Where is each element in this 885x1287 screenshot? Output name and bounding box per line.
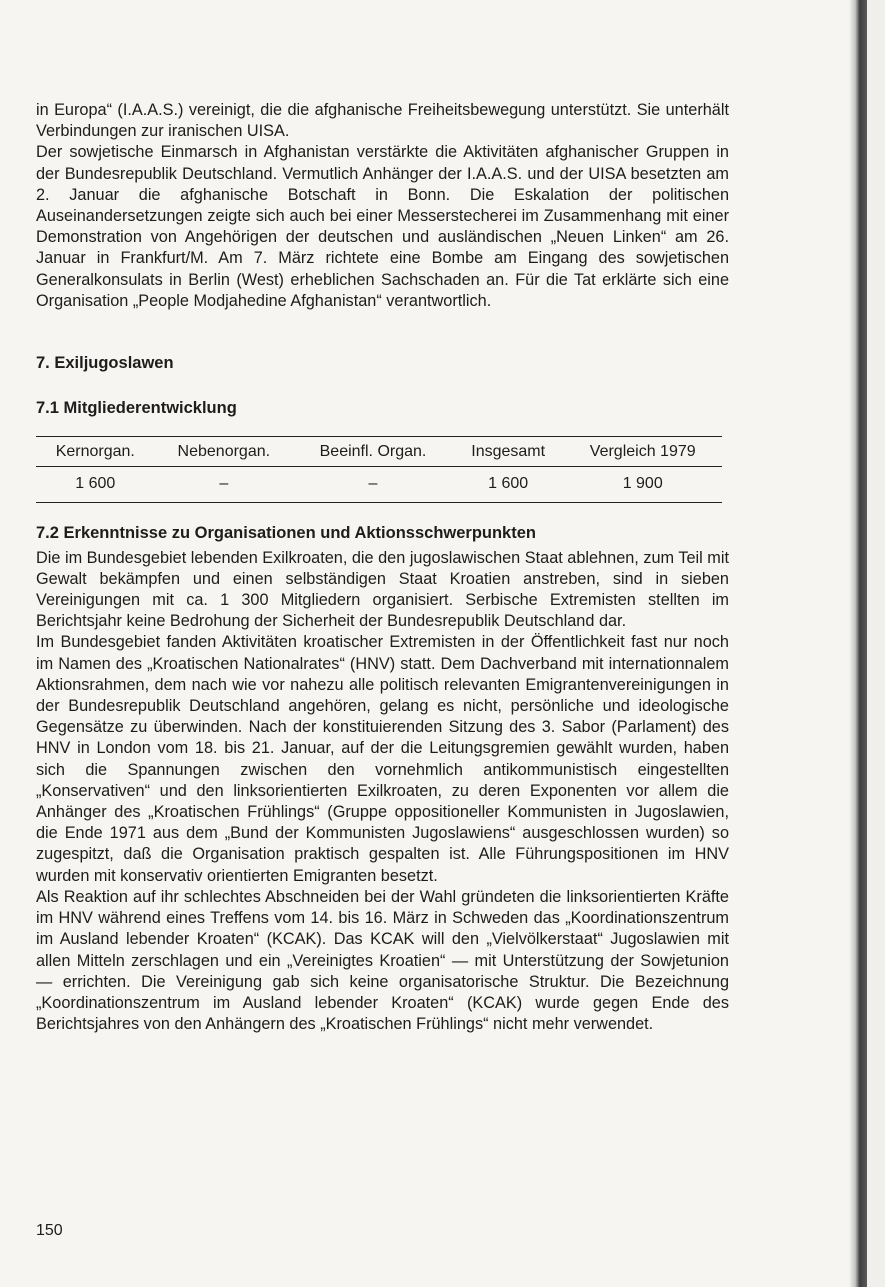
table-header-cell: Beeinfl. Organ. [293, 437, 453, 467]
section-heading-7-1: 7.1 Mitgliederentwicklung [36, 399, 237, 418]
table-cell: – [293, 467, 453, 503]
paragraph: in Europa“ (I.A.A.S.) vereinigt, die die afghanische Freiheitsbewegung unterstützt. Sie unterhält Verbindungen zur iranischen UISA. [36, 101, 729, 141]
membership-table [36, 436, 722, 503]
table-header-cell: Insgesamt [453, 437, 564, 467]
section-heading-7: 7. Exiljugoslawen [36, 354, 174, 373]
table-cell: 1 600 [36, 467, 155, 503]
section-heading-7-2: 7.2 Erkenntnisse zu Organisationen und Aktionsschwerpunkten [36, 524, 536, 543]
table-header-cell: Vergleich 1979 [563, 437, 722, 467]
paragraph: Im Bundesgebiet fanden Aktivitäten kroatischer Extremisten in der Öffentlichkeit fast nur noch im Namen des „Kroatischen Nationalrates“ (HNV) statt. Dem Dachverband mit internationnalem Aktionsrahmen, dem nach wie vor nahezu alle politisch relevanten Emigrantenvereinigungen in der Bundesrepublik Deutschland angehören, gelang es nicht, persönliche und ideologische Gegensätze zu überwinden. Nach der konstituierenden Sitzung des 3. Sabor (Parlament) des HNV in London vom 18. bis 21. Januar, auf der die Leitungsgremien gewählt wurden, haben sich die Spannungen zwischen den vornehmlich antikommunistisch eingestellten „Konservativen“ und den linksorientierten Exilkroaten, zu deren Exponenten vor allem die Anhänger des „Kroatischen Frühlings“ (Gruppe oppositioneller Kommunisten in Jugoslawien, die Ende 1971 aus dem „Bund der Kommunisten Jugoslawiens“ ausgeschlossen wurden) so zugespitzt, daß die Organisation praktisch gespalten ist. Alle Führungspositionen im HNV wurden mit konservativ orientierten Emigranten besetzt. [36, 633, 729, 885]
table-cell: 1 900 [563, 467, 722, 503]
paragraph: Als Reaktion auf ihr schlechtes Abschneiden bei der Wahl gründeten die linksorientierten Kräfte im HNV während eines Treffens vom 14. bis 16. März in Schweden das „Koordinationszentrum im Ausland lebender Kroaten“ (KCAK). Das KCAK will den „Vielvölkerstaat“ Jugoslawien mit allen Mitteln zerschlagen und ein „Vereinigtes Kroatien“ — mit Unterstützung der Sowjetunion — errichten. Die Vereinigung gab sich keine organisatorische Struktur. Die Bezeichnung „Koordinationszentrum im Ausland lebender Kroaten“ (KCAK) wurde gegen Ende des Berichtsjahres von den Anhängern des „Kroatischen Frühlings“ nicht mehr verwendet. [36, 887, 729, 1034]
table-header-row [36, 437, 722, 467]
table-cell: 1 600 [453, 467, 564, 503]
page-margin [867, 0, 885, 1287]
page-number: 150 [36, 1222, 63, 1239]
paragraph: Die im Bundesgebiet lebenden Exilkroaten, die den jugoslawischen Staat ablehnen, zum Teil mit Gewalt bekämpfen und einen selbständigen Staat Kroatien anstreben, sind in sieben Vereinigungen mit ca. 1 300 Mitgliedern organisiert. Serbische Extremisten stellten im Berichtsjahr keine Bedrohung der Sicherheit der Bundesrepublik Deutschland dar. [36, 548, 729, 631]
table-cell: – [155, 467, 294, 503]
table-row [36, 467, 722, 503]
table-header-cell: Kernorgan. [36, 437, 155, 467]
paragraph: Der sowjetische Einmarsch in Afghanistan verstärkte die Aktivitäten afghanischer Gruppen in der Bundesrepublik Deutschland. Vermutlich Anhänger der I.A.A.S. und der UISA besetzten am 2. Januar die afghanische Botschaft in Bonn. Die Eskalation der politischen Auseinandersetzungen zeigte sich auch bei einer Messerstecherei im Zusammenhang mit einer Demonstration von Angehörigen der deutschen und ausländischen „Neuen Linken“ am 26. Januar in Frankfurt/M. Am 7. März richtete eine Bombe am Eingang des sowjetischen Generalkonsulats in Berlin (West) erheblichen Sachschaden an. Für die Tat erklärte sich eine Organisation „People Modjahedine Afghanistan“ verantwortlich. [36, 143, 729, 310]
document-page [36, 100, 729, 1035]
table-header-cell: Nebenorgan. [155, 437, 294, 467]
binding-edge [849, 0, 867, 1287]
